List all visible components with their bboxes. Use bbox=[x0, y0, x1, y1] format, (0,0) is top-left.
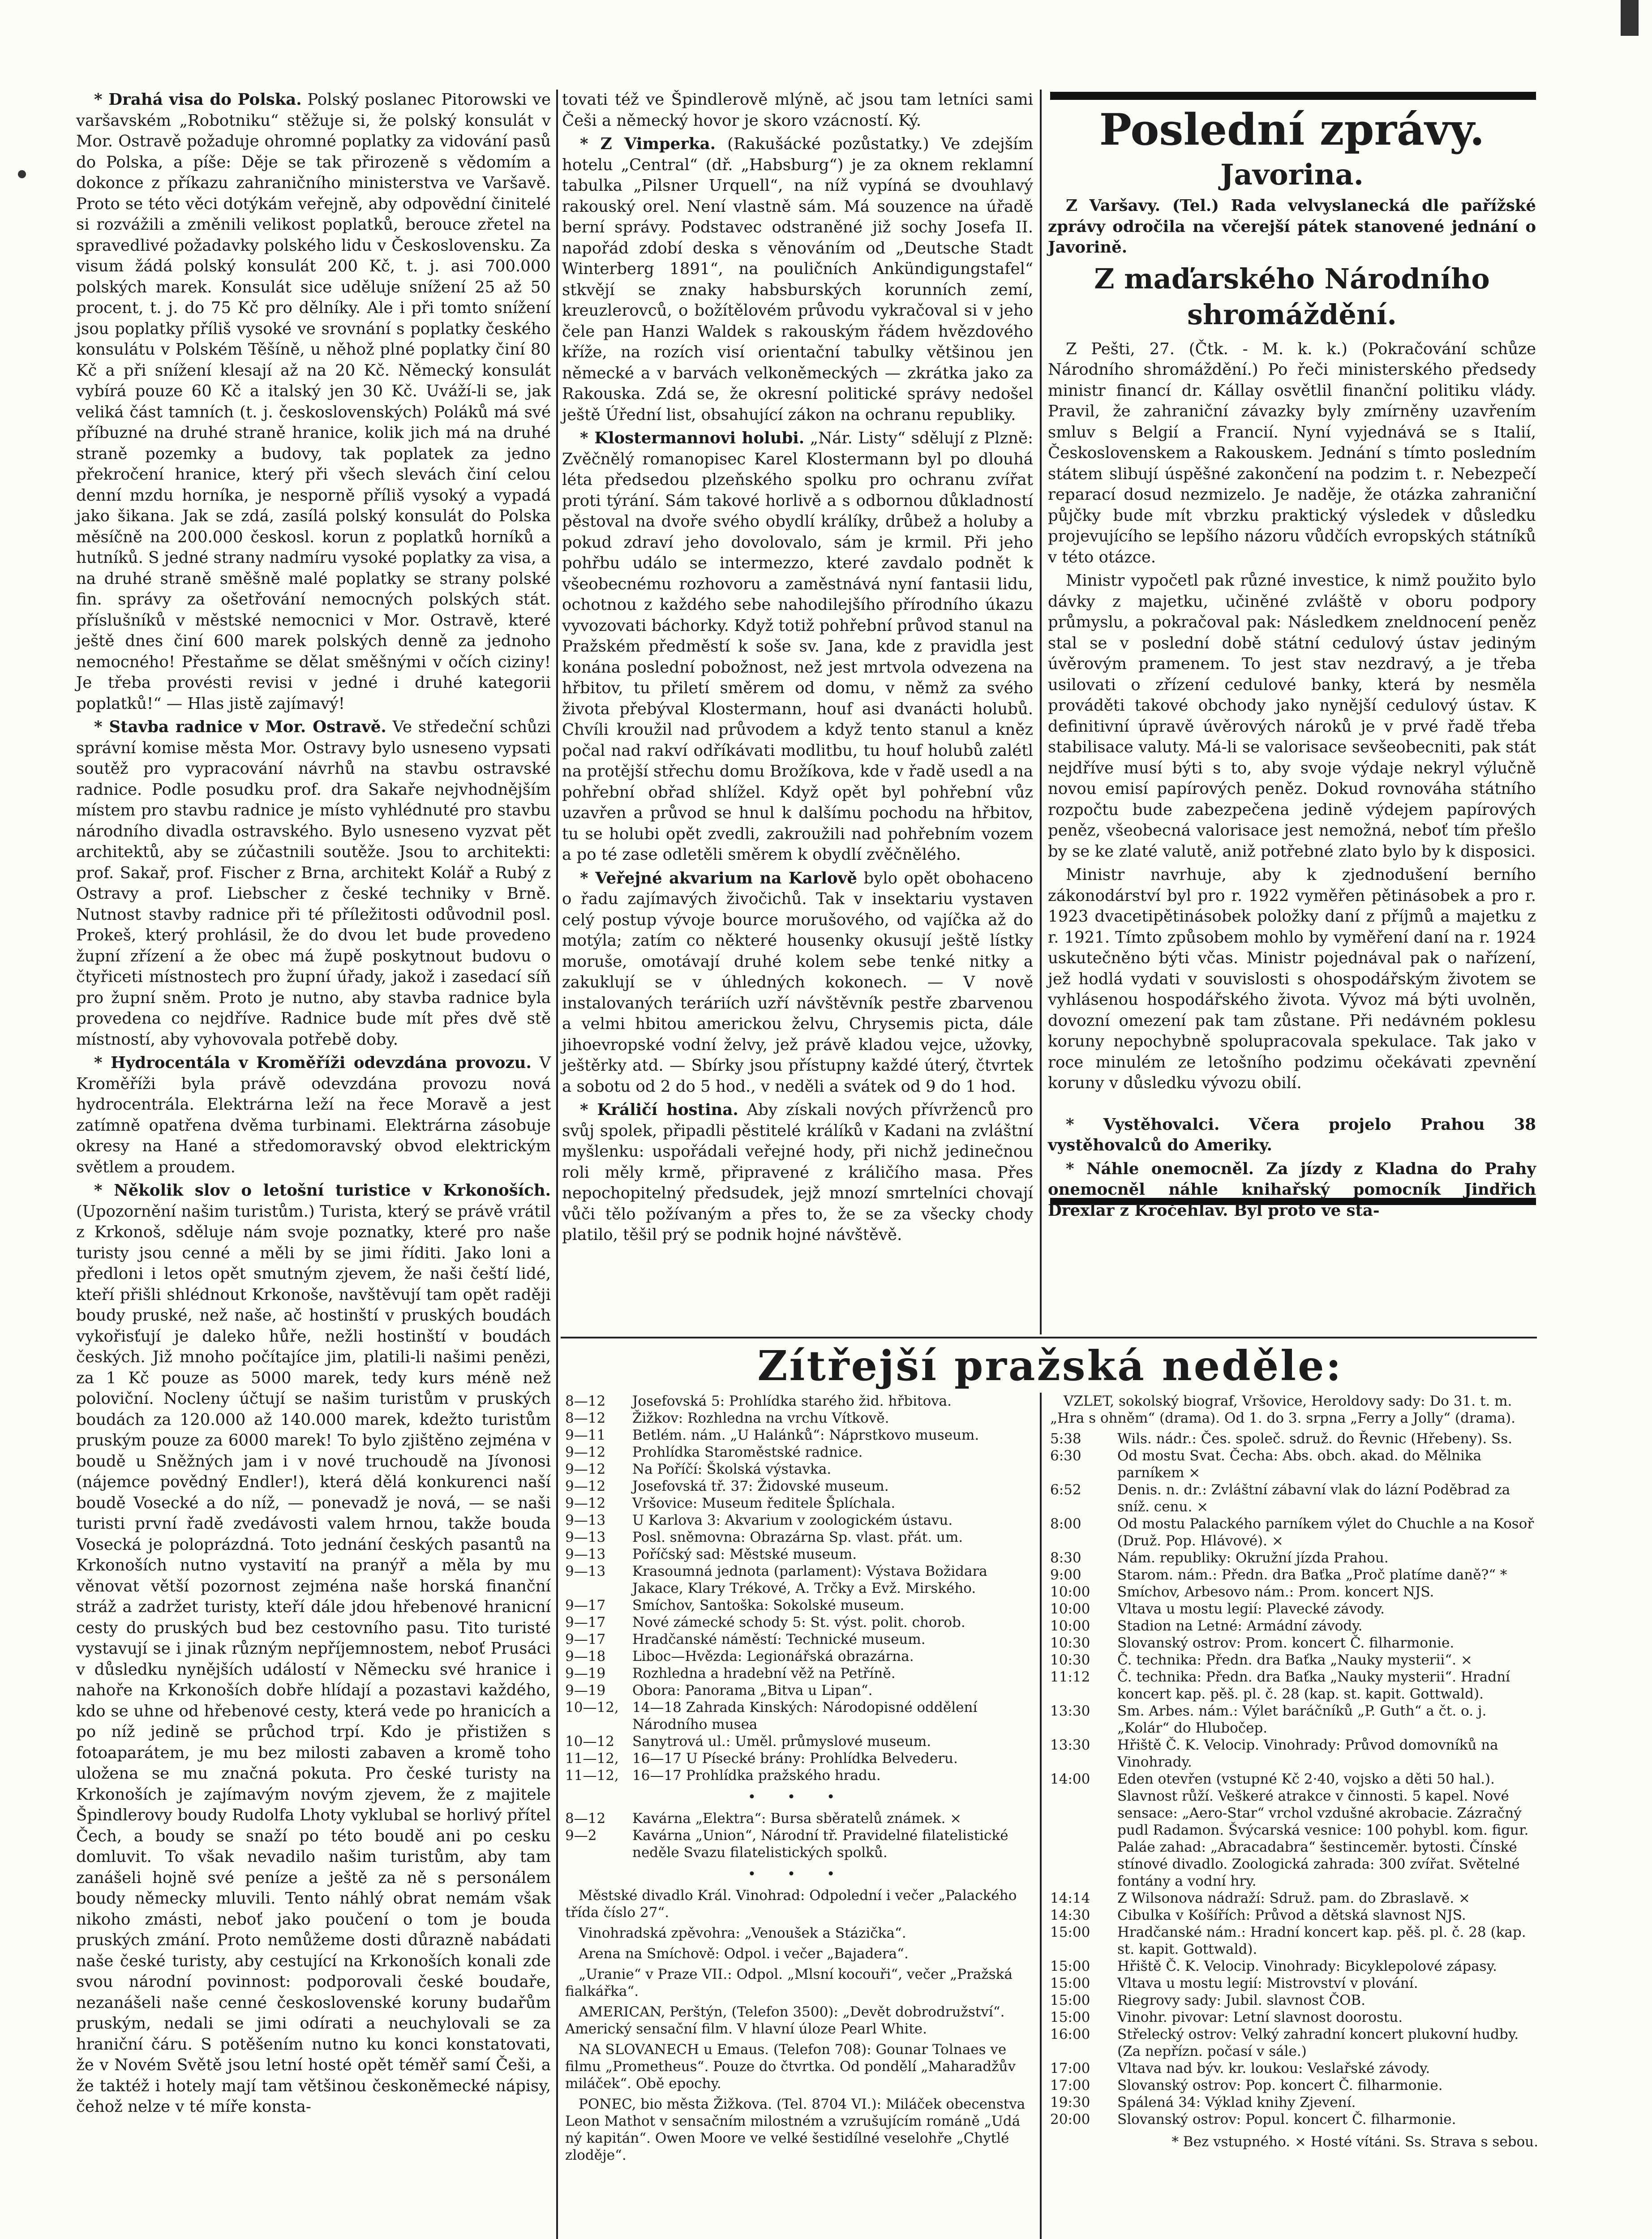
program-row bbox=[1050, 1447, 1538, 1481]
program-time: 11—12, bbox=[565, 1767, 619, 1784]
program-time: 6:52 bbox=[1050, 1482, 1081, 1498]
program-time: 9—12 bbox=[565, 1444, 606, 1460]
program-row bbox=[565, 1682, 1031, 1699]
program-row bbox=[565, 1461, 1031, 1478]
program-row bbox=[565, 1810, 1031, 1827]
program-text: Hradčanské nám.: Hradní koncert kap. pěš. pl. č. 28 (kap. st. kapit. Gottwald). bbox=[1117, 1924, 1526, 1957]
program-time: 13:30 bbox=[1050, 1703, 1090, 1719]
program-text: Starom. nám.: Předn. dra Baťka „Proč platíme daně?“ * bbox=[1117, 1567, 1507, 1583]
program-row bbox=[1050, 1737, 1538, 1771]
program-time: 9—13 bbox=[565, 1512, 606, 1528]
program-text: 14—18 Zahrada Kinských: Národopisné oddělení Národního musea bbox=[632, 1699, 978, 1733]
program-text: Od mostu Svat. Čecha: Abs. obch. akad. do Mělnika parníkem × bbox=[1117, 1448, 1482, 1481]
program-text: Vltava u mostu legií: Mistrovství v plování. bbox=[1117, 1975, 1418, 1991]
program-text: Cibulka v Košířích: Průvod a dětská slavnost NJS. bbox=[1117, 1907, 1466, 1923]
program-time: 9:00 bbox=[1050, 1567, 1081, 1583]
program-text: Josefovská tř. 37: Židovské museum. bbox=[632, 1478, 889, 1494]
program-text: Prohlídka Staroměstské radnice. bbox=[632, 1444, 863, 1460]
program-list-left-2 bbox=[565, 1810, 1031, 1861]
article-turistika-krkonose: * Několik slov o letošní turistice v Krkonoších. (Upozornění našim turistům.) Turista, který se právě vrátil z Krkonoš, sděluje nám svoje poznatky, které pro naše turisty jsou cenné a měli by se jimi říditi. Jako loni a předloni i letos opět smutným zjevem, že naši čeští lidé, kteří přišli shlédnout Krkonoše, navštěvují tam opět raději boudy pruské, než naše, ač hostinští v pruských boudách vykořisťují je daleko hůře, nežli hostinští v boudách českých. Již mnoho počítajíce jim, platili-li našimi penězi, za 1 Kč pouze as 5000 marek, tedy kurs méně než poloviční. Nocleny účtují se našim turistům v pruských boudách za 120.000 až 140.000 marek, kdežto turistům pruským pouze za 6000 marek! To bylo zjištěno zejména v boudě u Sněžných jam i v nové truchoudě na Jívonosi (nájemce povědný Endler!), která dělá konkurenci naší boudě Vosecké a do níž, — ponevadž je nová, — se naši turisti první řadě zvedávosti valem hrnou, takže bouda Vosecká je poloprázdná. Toto jednání českých pasantů na Krkonoších nutno vystavití na pranýř a měla by mu věnovat větší pozornost zejména naše horská finanční stráž a zadržet turisty, kteří dále jdou hřebenové hranicní cesty do pruských bud bez cestovního pasu. Tito turisté vystavují se i jinak různým nepříjemnostem, neboť Prusáci v důsledku nynějších událostí v Německu své hranice i nahoře na Krkonoších dobře hlídají a pozastavi každého, kdo se uhne od hřebenové cesty, která vede po hranicích a po níž jedině se průchod trpí. Kdo je přistižen s fotoaparátem, je mu bez milosti zabaven a kromě toho uložena se mu značná pokuta. Pro české turisty na Krkonoších je zajímavým novým zjevem, že z majitele Špindlerovy boudy Rudolfa Lhoty vyklubal se horlivý přítel Čech, a boudy se snaží po této boudě ani po cesku domluvit. To však nevadilo našim turistům, aby tam zanášeli hojně své peníze a ještě za ně s personálem boudy německy mluvili. Tento náhlý obrat nemám však nikoho zmásti, neboť jako poučení o tom je bouda pruských zmání. Proto nemůžeme dosti důrazně nabádati naše české turisty, aby cestující na Krkonoších konali zde svou národní povinnost: podporovali české boudaře, nezanášeli naše cenné československé koruny budařům pruským, nedali se jimi odírati a neuchylovali se za hraniční čáru. S potěšením nutno ku konci konstatovati, že v Novém Světě jsou letní hosté opět téměř samí Češi, a že taktéž i hotely mají tam většinou českoněmecké nápisy, čehož nelze v té míře konsta- bbox=[76, 1181, 551, 2116]
program-text: Slovanský ostrov: Prom. koncert Č. filharmonie. bbox=[1117, 1635, 1455, 1651]
program-time: 15:00 bbox=[1050, 1992, 1090, 2008]
program-time: 9—17 bbox=[565, 1597, 606, 1613]
program-time: 9—13 bbox=[565, 1529, 606, 1545]
program-text: Denis. n. dr.: Zvláštní zábavní vlak do lázní Poděbrad za sníž. cenu. × bbox=[1117, 1482, 1510, 1515]
program-text: Nové zámecké schody 5: St. výst. polit. chorob. bbox=[632, 1614, 965, 1630]
program-time: 10:00 bbox=[1050, 1584, 1090, 1600]
program-time: 10—12 bbox=[565, 1733, 614, 1750]
margin-mark bbox=[18, 170, 26, 178]
program-text: Riegrovy sady: Jubil. slavnost ČOB. bbox=[1117, 1992, 1366, 2008]
program-text: Obora: Panorama „Bitva u Lipan“. bbox=[632, 1682, 873, 1699]
program-row bbox=[1050, 1669, 1538, 1703]
madar-text-2: Ministr vypočetl pak různé investice, k nimž použito bylo dávky z majetku, učiněné zvláště v oboru podpory průmyslu, a pokračoval pak: Následkem zneldnocení peněz stal se v poslední době státní cedulový ústav jediným úvěrovým pramenem. To jest stav nezdravý, a je třeba usilovati o zřízení cedulové banky, která by nesměla prováděti takové obchody jako nynější cedulový ústav. K definitivní úpravě úvěrových nároků je v prvé řadě třeba stabilisace valuty. Má-li se valorisace sevšeobecniti, pak stát nejdříve musí býti s to, aby svoje výdaje nekryl výlučně novou emisí papírových peněz. Dokud rovnováha státního rozpočtu bude zabezpečena jedině výdejem papírových peněz, všeobecná valorisace jest nemožná, neboť tím přešlo by se ke zlaté valutě, aniž potřebné zlato bylo by k disposici. bbox=[1048, 571, 1536, 861]
program-time: 10:00 bbox=[1050, 1618, 1090, 1634]
javorina-text: Z Varšavy. (Tel.) Rada velvyslanecká dle pařížské zprávy odročila na včerejší pátek stanovené jednání o Javorině. bbox=[1048, 197, 1536, 257]
program-row bbox=[1050, 1549, 1538, 1566]
program-text: Rozhledna a hradební věž na Petříně. bbox=[632, 1665, 896, 1681]
program-row bbox=[1050, 1907, 1538, 1924]
program-time: 9—19 bbox=[565, 1665, 606, 1681]
article-klostermann: * Klostermannovi holubi. „Nár. Listy“ sdělují z Plzně: Zvěčnělý romanopisec Karel Klostermann byl po dlouhá léta předsedou plzeňského spolku pro ochranu zvířat proti týrání. Sám takové horlivě a s odbornou důkladností pěstoval na dvoře svého obydlí králíky, drůbež a holuby a pokud zdraví jeho dovolovalo, sám je krmil. Při jeho pohřbu událo se intermezzo, které zavdalo podnět k všeobecnému rozhovoru a zaměstnává nyní fantasii lidu, ochotnou z každého sebe nahodilejšího přírodního úkazu vyvozovati báchorky. Když totiž pohřební průvod stanul na Pražském předměstí k soše sv. Jana, kde z pravidla jest konána poslední pobožnost, než jest mrtvola odvezena na hřbitov, tu přiletí směrem od domu, v němž za svého života přebýval Klostermann, houf asi dvanácti holubů. Chvíli kroužil nad průvodem a když tento stanul a kněz počal nad rakví odříkávati modlitbu, tu houf holubů zalétl na protější střechu domu Brožíkova, kde v řadě usedl a na pohřební obřad shlížel. Když opět byl pohřební vůz uzavřen a průvod se hnul k dalšímu pochodu na hřbitov, tu se holubi opět zvedli, zakroužili nad pohřebním vozem a po té zase odletěli směrem k obydlí zvěčnělého. bbox=[562, 429, 1033, 864]
program-text: Kavárna „Union“, Národní tř. Pravidelné filatelistické neděle Svazu filatelistických spolků. bbox=[632, 1827, 1008, 1861]
program-text: U Karlova 3: Akvarium v zoologickém ústavu. bbox=[632, 1512, 953, 1528]
program-time: 8—12 bbox=[565, 1393, 606, 1409]
program-row bbox=[1050, 1992, 1538, 2009]
program-time: 14:30 bbox=[1050, 1907, 1090, 1923]
program-time: 15:00 bbox=[1050, 1958, 1090, 1974]
program-text: Poříčský sad: Městské museum. bbox=[632, 1546, 857, 1562]
article-drahá-visa: * Drahá visa do Polska. Polský poslanec Pitorowski ve varšavském „Robotniku“ stěžuje si, že polský konsulát v Mor. Ostravě požaduje ohromné poplatky za vidování pasů do Polska, a píše: Děje se tak přirozeně s vědomím a dokonce z příkazu zahraničního ministerstva ve Varšavě. Proto se této věci dotýkám veřejně, aby odpovědní činitelé si rozvážili a změnili velikost poplatků, berouce zřetel na spravedlivé požadavky polského lidu v Československu. Za visum žádá polský konsulát 200 Kč, t. j. asi 700.000 polských marek. Konsulát sice uděluje snížení 25 až 50 procent, t. j. do 75 Kč pro dělníky. Ale i při tomto snížení jsou poplatky příliš vysoké ve srovnání s poplatky českého konsulátu v Polském Těšíně, u něhož plné poplatky činí 80 Kč a při snížení klesají až na 20 Kč. Německý konsulát vybírá pouze 60 Kč a italský jen 30 Kč. Uváží-li se, jak veliká část tamních (t. j. československých) Poláků má své příbuzné na druhé straně hranice, kolik jich má na druhé straně pozemky a budovy, tak poplatek za jedno překročení hranice, který při všech slevách činí celou denní mzdu horníka, je nesporně příliš vysoký a vypadá jako šikana. Jak se zdá, zasílá polský konsulát do Polska měsíčně na 200.000 českosl. korun z poplatků horníků a hutníků. S jedné strany nadmíru vysoké poplatky za visa, a na druhé straně směšně malé poplatky se strany polské fin. správy za ošetřování nemocných polských stát. příslušníků v městské nemocnici v Mor. Ostravě, které ještě dnes činí 600 marek polských denně za jednoho nemocného! Přestaňme se dělat směšnými v očích ciziny! Je třeba provésti revisi v jedné i druhé kategorii poplatků!“ — Hlas jistě zajímavý! bbox=[76, 90, 551, 713]
javorina-heading: Javorina. bbox=[1220, 158, 1364, 192]
program-text: Č. technika: Předn. dra Baťka „Nauky mysterii“. Hradní koncert kap. pěš. pl. č. 28 (kap. st. kapit. Gottwald). bbox=[1117, 1669, 1510, 1702]
program-row bbox=[1050, 1771, 1538, 1890]
program-text: Od mostu Palackého parníkem výlet do Chuchle a na Kosoř (Druž. Pop. Hlávové). × bbox=[1117, 1516, 1534, 1549]
program-time: 8:00 bbox=[1050, 1516, 1081, 1532]
program-text: Střelecký ostrov: Velký zahradní koncert plukovní hudby. (Za nepřízn. počasí v sále.) bbox=[1117, 2026, 1519, 2059]
program-time: 10:30 bbox=[1050, 1652, 1090, 1668]
program-row bbox=[1050, 1515, 1538, 1549]
theatre-item: Vinohradská zpěvohra: „Venoušek a Stázička“. bbox=[579, 1925, 906, 1941]
program-row bbox=[565, 1648, 1031, 1665]
program-text: Kavárna „Elektra“: Bursa sběratelů známek. × bbox=[632, 1810, 962, 1827]
theatre-item: NA SLOVANECH u Emaus. (Telefon 708): Gounar Tolnaes ve filmu „Prometheus“. Pouze do čtvrtka. Od pondělí „Maharadžův miláček“. Obě epochy. bbox=[565, 2042, 1016, 2092]
nedele-title: Zítřejší pražská neděle: bbox=[757, 1342, 1343, 1390]
madar-text-1: Z Pešti, 27. (Čtk. - M. k. k.) (Pokračování schůze Národního shromáždění.) Po řeči ministerského předsedy ministr financí dr. Kállay osvětlil finanční politiku vlády. Pravil, že zahraniční závazky byly zmírněny uzavřením smluv s Belgií a Francií. Nyní vyjednává se s Italií, Československem a Rakouskem. Jednání s tímto posledním státem slibují úspěšné zakončení na podzim t. r. Nebezpečí reparací dosud nezmizelo. Je naděje, že otázka zahraniční půjčky bude mít vbrzku praktický výsledek v důsledku projevujícího se lepšího názoru vůdčích evropských státníků v této otázce. bbox=[1048, 339, 1536, 566]
program-time: 6:30 bbox=[1050, 1448, 1081, 1464]
theatre-item: PONEC, bio města Žižkova. (Tel. 8704 VI.): Miláček obecenstva Leon Mathot v sensačním milostném a vzrušujícím románě „Udá ný kapitán“. Owen Moore ve velké šestidílné veselohře „Chytlé zloděje“. bbox=[565, 2096, 1026, 2163]
dots-separator: • • • bbox=[747, 1789, 849, 1805]
program-text: Smíchov, Arbesovo nám.: Prom. koncert NJS. bbox=[1117, 1584, 1434, 1600]
program-time: 17:00 bbox=[1050, 2060, 1090, 2076]
program-row bbox=[1050, 2094, 1538, 2111]
program-text: Č. technika: Předn. dra Baťka „Nauky mysterii“. × bbox=[1117, 1652, 1472, 1668]
program-time: 9—13 bbox=[565, 1563, 606, 1579]
program-text: 16—17 Prohlídka pražského hradu. bbox=[632, 1767, 881, 1784]
program-text: Josefovská 5: Prohlídka starého žid. hřbitova. bbox=[632, 1393, 952, 1409]
column-rule-3 bbox=[1040, 1393, 1042, 2239]
program-row bbox=[565, 1410, 1031, 1427]
program-row bbox=[1050, 2111, 1538, 2128]
program-time: 9—12 bbox=[565, 1478, 606, 1494]
program-row bbox=[1050, 2026, 1538, 2060]
theatre-item: „Uranie“ v Praze VII.: Odpol. „Mlsní kocouři“, večer „Pražská fialkářka“. bbox=[565, 1966, 1013, 1999]
program-time: 9—12 bbox=[565, 1461, 606, 1477]
program-row bbox=[565, 1495, 1031, 1512]
madar-heading: Z maďarského Národního shromáždění. bbox=[1094, 262, 1490, 331]
program-row bbox=[565, 1512, 1031, 1529]
program-time: 9—18 bbox=[565, 1648, 606, 1664]
program-time: 11—12, bbox=[565, 1750, 619, 1767]
program-time: 8—12 bbox=[565, 1410, 606, 1426]
program-text: Na Poříčí: Školská výstavka. bbox=[632, 1461, 832, 1477]
program-text: Slovanský ostrov: Popul. koncert Č. filharmonie. bbox=[1117, 2111, 1456, 2127]
program-row bbox=[1050, 1617, 1538, 1634]
vzlet-text: VZLET, sokolský biograf, Vršovice, Heroldovy sady: Do 31. t. m. „Hra s ohněm“ (drama). Od 1. do 3. srpna „Ferry a Jolly“ (drama). bbox=[1050, 1393, 1515, 1426]
program-row bbox=[1050, 1890, 1538, 1907]
theatre-item: Arena na Smíchově: Odpol. i večer „Bajadera“. bbox=[579, 1946, 909, 1962]
article-continuation: tovati též ve Špindlerově mlýně, ač jsou tam letníci sami Češi a německý hovor je skoro vzácností. Ký. bbox=[562, 90, 1033, 130]
program-time: 11:12 bbox=[1050, 1669, 1090, 1685]
program-text: Žižkov: Rozhledna na vrchu Vítkově. bbox=[632, 1410, 889, 1426]
article-kralici-hostina: * Králičí hostina. Aby získali nových přívrženců pro svůj spolek, připadli pěstitelé králíků v Kadani na zvláštní myšlenku: uspořádali veřejné hody, při nichž jedinečnou roli měly krmě, připravené z králičího masa. Přes nepochopitelný předsudek, jejž mnozí smrtelníci chovají vůči tělo požívaným a přes to, že se za všecky chody platilo, těšil prý se podnik hojné návštěvě. bbox=[562, 1101, 1033, 1244]
nedele-right-column bbox=[1050, 1393, 1538, 2150]
legend: * Bez vstupného. × Hosté vítáni. Ss. Strava s sebou. bbox=[1171, 2134, 1538, 2150]
program-text: Vltava u mostu legií: Plavecké závody. bbox=[1117, 1601, 1385, 1617]
program-time: 19:30 bbox=[1050, 2094, 1090, 2110]
program-row bbox=[565, 1665, 1031, 1682]
column-3 bbox=[1048, 105, 1536, 1224]
program-row bbox=[565, 1563, 1031, 1597]
program-time: 10:00 bbox=[1050, 1601, 1090, 1617]
madar-text-3: Ministr navrhuje, aby k zjednodušení berního zákonodárství byl pro r. 1922 vyměřen pětinásobek a pro r. 1923 dvacetipětinásobek položky daní z příjmů a majetku z r. 1921. Tímto způsobem mohlo by vyměření daní na r. 1924 uskutečněno býti včas. Ministr pojednával pak o nařízení, jež hodlá vydati v souvislosti s ohospodářským životem se vyhlásenou hospodářského života. Vývoz má býti uvolněn, dovozní omezení pak tam zůstane. Při nedávném poklesu koruny nepochybně spolupracovala spekulace. Tak jako v roce minulém ze letošního podzimu očekávati zpevnění koruny v důsledku vývozu obilí. bbox=[1048, 866, 1536, 1092]
program-text: Stadion na Letné: Armádní závody. bbox=[1117, 1618, 1363, 1634]
program-time: 15:00 bbox=[1050, 1975, 1090, 1991]
program-text: Posl. sněmovna: Obrazárna Sp. vlast. přát. um. bbox=[632, 1529, 963, 1545]
program-text: Vltava nad býv. kr. loukou: Veslařské závody. bbox=[1117, 2060, 1430, 2076]
program-time: 15:00 bbox=[1050, 2009, 1090, 2025]
program-text: Vinohr. pivovar: Letní slavnost doorostu. bbox=[1117, 2009, 1403, 2025]
program-row bbox=[565, 1699, 1031, 1733]
program-text: Slovanský ostrov: Pop. koncert Č. filharmonie. bbox=[1117, 2077, 1443, 2093]
column-1 bbox=[76, 90, 551, 2120]
program-row bbox=[565, 1631, 1031, 1648]
program-text: Hřiště Č. K. Velocip. Vinohrady: Bicyklepolové zápasy. bbox=[1117, 1958, 1497, 1974]
program-time: 10—12, bbox=[565, 1699, 619, 1716]
program-time: 15:00 bbox=[1050, 1924, 1090, 1940]
dots-separator-2: • • • bbox=[747, 1866, 849, 1882]
program-text: 16—17 U Písecké brány: Prohlídka Belvederu. bbox=[632, 1750, 958, 1767]
nedele-left-column bbox=[565, 1393, 1031, 2167]
program-text: Sm. Arbes. nám.: Výlet baráčníků „P. Guth“ a čt. o. j. „Kolár“ do Hlubočep. bbox=[1117, 1703, 1487, 1736]
program-time: 14:14 bbox=[1050, 1890, 1090, 1906]
program-row bbox=[565, 1393, 1031, 1410]
program-row bbox=[1050, 1958, 1538, 1975]
program-row bbox=[565, 1444, 1031, 1461]
program-time: 14:00 bbox=[1050, 1771, 1090, 1787]
program-time: 9—19 bbox=[565, 1682, 606, 1699]
page-corner-mark bbox=[1621, 0, 1639, 36]
program-row bbox=[565, 1546, 1031, 1563]
program-row bbox=[1050, 1600, 1538, 1617]
program-text: Eden otevřen (vstupné Kč 2·40, vojsko a děti 50 hal.). Slavnost růží. Veškeré atrakce v činnosti. 5 kapel. Nové sensace: „Aero-Star“ vrchol vzdušné akrobacie. Zázračný pudl Radamon. Švýcarská vesnice: 100 pohybl. kom. figur. Paláe zahad: „Abracadabra“ šestinceměr. bytosti. Čínské stínové divadlo. Zoologická zahrada: 300 zvířat. Světelné fontány a vodní hry. bbox=[1117, 1771, 1529, 1889]
program-list-left bbox=[565, 1393, 1031, 1784]
program-text: Liboc—Hvězda: Legionářská obrazárna. bbox=[632, 1648, 914, 1664]
program-row bbox=[1050, 1703, 1538, 1737]
program-row bbox=[1050, 1975, 1538, 1992]
program-text: Vršovice: Museum ředitele Šplíchala. bbox=[632, 1495, 896, 1511]
program-text: Hradčanské náměstí: Technické museum. bbox=[632, 1631, 926, 1647]
program-time: 9—17 bbox=[565, 1631, 606, 1647]
program-row bbox=[1050, 1481, 1538, 1515]
theatre-list bbox=[565, 1887, 1031, 2164]
program-row bbox=[1050, 2077, 1538, 2094]
program-time: 9—13 bbox=[565, 1546, 606, 1562]
program-row bbox=[565, 1827, 1031, 1861]
vystehovalci-text: * Vystěhovalci. Včera projelo Prahou 38 vystěhovalců do Ameriky. bbox=[1048, 1115, 1536, 1154]
article-vimperk: * Z Vimperka. (Rakušácké pozůstatky.) Ve zdejším hotelu „Central“ (dř. „Habsburg“) je za oknem reklamní tabulka „Pilsner Urquell“, na níž vypíná se dvouhlavý rakouský orel. Není vlastně sám. Má souzence na úřadě berní správy. Podstavec odstraněné již sochy Josefa II. napořád zdobí deska s věnováním od „Deutsche Stadt Winterberg 1891“, na pouličních Ankündigungstafel“ stkvějí se znaky habsburských korunních zemí, kreuzlerovců, o božítělovém průvodu vykračoval si v jeho čele pan Hanzi Waldek s rakouským řádem hvězdového kříže, na rozích visí orientační tabulky většinou jen německé a v barvách velkoněmeckých — zkrátka jako za Rakouska. Zdá se, že okresní politické správy nedošel ještě Úřední list, obsahující zákon na ochranu republiky. bbox=[562, 135, 1033, 424]
nedele-top-rule bbox=[561, 1337, 1537, 1338]
article-hydrocentrala: * Hydrocentála v Kroměříži odevzdána provozu. V Kroměříži byla právě odevzdána provozu nová hydrocentrála. Elektrárna leží na řece Moravě a jest zatímně opatřena dvěma turbinami. Elektrárna zásobuje okresy na Hané a středomoravský obvod elektrickým světlem a proudem. bbox=[76, 1054, 551, 1176]
nahle-text: * Náhle onemocněl. Za jízdy z Kladna do Prahy onemocněl náhle knihařský pomocník Jindřich Drexlar z Kročehlav. Byl proto ve sta- bbox=[1048, 1159, 1536, 1220]
program-text: Krasoumná jednota (parlament): Výstava Božidara Jakace, Klary Trékové, A. Trčky a Evž. Mirského. bbox=[632, 1563, 987, 1596]
program-time: 20:00 bbox=[1050, 2111, 1090, 2127]
column-2 bbox=[562, 90, 1033, 1248]
program-row bbox=[565, 1767, 1031, 1784]
program-time: 9—17 bbox=[565, 1614, 606, 1630]
program-row bbox=[1050, 1583, 1538, 1600]
program-time: 9—11 bbox=[565, 1427, 606, 1443]
program-row bbox=[1050, 1924, 1538, 1958]
program-time: 10:30 bbox=[1050, 1635, 1090, 1651]
program-list-right bbox=[1050, 1430, 1538, 2128]
program-text: Hřiště Č. K. Velocip. Vinohrady: Průvod domovníků na Vinohrady. bbox=[1117, 1737, 1498, 1770]
column-rule-1 bbox=[556, 90, 558, 2239]
column-rule-2 bbox=[1040, 90, 1042, 1334]
program-time: 9—2 bbox=[565, 1827, 597, 1844]
theatre-item: Městské divadlo Král. Vinohrad: Odpolední i večer „Palackého třída číslo 27“. bbox=[565, 1887, 1017, 1921]
program-row bbox=[565, 1427, 1031, 1444]
program-text: Smíchov, Santoška: Sokolské museum. bbox=[632, 1597, 905, 1613]
program-time: 17:00 bbox=[1050, 2077, 1090, 2093]
news-top-bar bbox=[1050, 92, 1536, 100]
program-row bbox=[1050, 1634, 1538, 1651]
program-text: Z Wilsonova nádraží: Sdruž. pam. do Zbraslavě. × bbox=[1117, 1890, 1470, 1906]
program-time: 13:30 bbox=[1050, 1737, 1090, 1753]
program-row bbox=[1050, 1651, 1538, 1669]
program-time: 8:30 bbox=[1050, 1550, 1081, 1566]
article-stavba-radnice: * Stavba radnice v Mor. Ostravě. Ve středeční schůzi správní komise města Mor. Ostravy bylo usneseno vypsati soutěž pro vypracování návrhů na stavbu ostravské radnice. Podle posudku prof. dra Sakaře nejvhodnějším místem pro stavbu radnice je místo vyhlédnuté pro stavbu národního divadla ostravského. Bylo usneseno vyzvat pět architektů, aby se zúčastnili soutěže. Jsou to architekti: prof. Sakař, prof. Fischer z Brna, architekt Kolář a Rubý z Ostravy a prof. Liebscher z české techniky v Brně. Nutnost stavby radnice při té příležitosti odůvodnil posl. Prokeš, který prohlásil, že do dvou let bude provedeno župní zřízení a že obec má župě poskytnout budovu o čtyřiceti místnostech pro župní úřady, jakož i zasedací síň pro župní sněm. Proto je nutno, aby stavba radnice byla provedena co nejdříve. Radnice bude mít přes dvě stě místností, aby vyhovovala potřebě doby. bbox=[76, 718, 551, 1049]
program-row bbox=[1050, 2060, 1538, 2077]
program-row bbox=[565, 1529, 1031, 1546]
program-row bbox=[1050, 1566, 1538, 1583]
program-text: Sanytrová ul.: Uměl. průmyslové museum. bbox=[632, 1733, 931, 1750]
program-text: Nám. republiky: Okružní jízda Prahou. bbox=[1117, 1550, 1389, 1566]
program-row bbox=[1050, 1430, 1538, 1447]
program-text: Wils. nádr.: Čes. společ. sdruž. do Řevnic (Hřebeny). Ss. bbox=[1117, 1431, 1513, 1447]
latest-news-title: Poslední zprávy. bbox=[1099, 104, 1485, 155]
program-text: Betlém. nám. „U Halánků“: Náprstkovo museum. bbox=[632, 1427, 979, 1443]
article-akvarium: * Veřejné akvarium na Karlově bylo opět obohaceno o řadu zajímavých živočichů. Tak v insektariu vystaven celý postup vývoje bource morušového, od vajíčka až do motýla; zatím co některé housenky okusují ještě lístky moruše, omotávají druhé kolem sebe tenké nitky a zakuklují se v úhledných kokonech. — V nově instalovaných teráriích uzří návštěvník pestře zbarvenou a velmi hbitou americkou želvu, Chrysemis picta, dále jihoevropské vodní želvy, jež právě kladou vejce, užovky, ještěrky atd. — Sbírky jsou přístupny každé úterý, čtvrtek a sobotu od 2 do 5 hod., v neděli a svátek od 9 do 1 hod. bbox=[562, 869, 1033, 1096]
program-row bbox=[565, 1614, 1031, 1631]
program-text: Spálená 34: Výklad knihy Zjevení. bbox=[1117, 2094, 1356, 2110]
program-row bbox=[565, 1597, 1031, 1614]
program-row bbox=[565, 1733, 1031, 1750]
program-time: 8—12 bbox=[565, 1810, 606, 1827]
program-time: 5:38 bbox=[1050, 1431, 1081, 1447]
program-row bbox=[565, 1750, 1031, 1767]
program-row bbox=[565, 1478, 1031, 1495]
program-time: 16:00 bbox=[1050, 2026, 1090, 2042]
theatre-item: AMERICAN, Perštýn, (Telefon 3500): „Devět dobrodružství“. Americký sensační film. V hlavní úloze Pearl White. bbox=[565, 2004, 1005, 2037]
program-time: 9—12 bbox=[565, 1495, 606, 1511]
program-row bbox=[1050, 2009, 1538, 2026]
